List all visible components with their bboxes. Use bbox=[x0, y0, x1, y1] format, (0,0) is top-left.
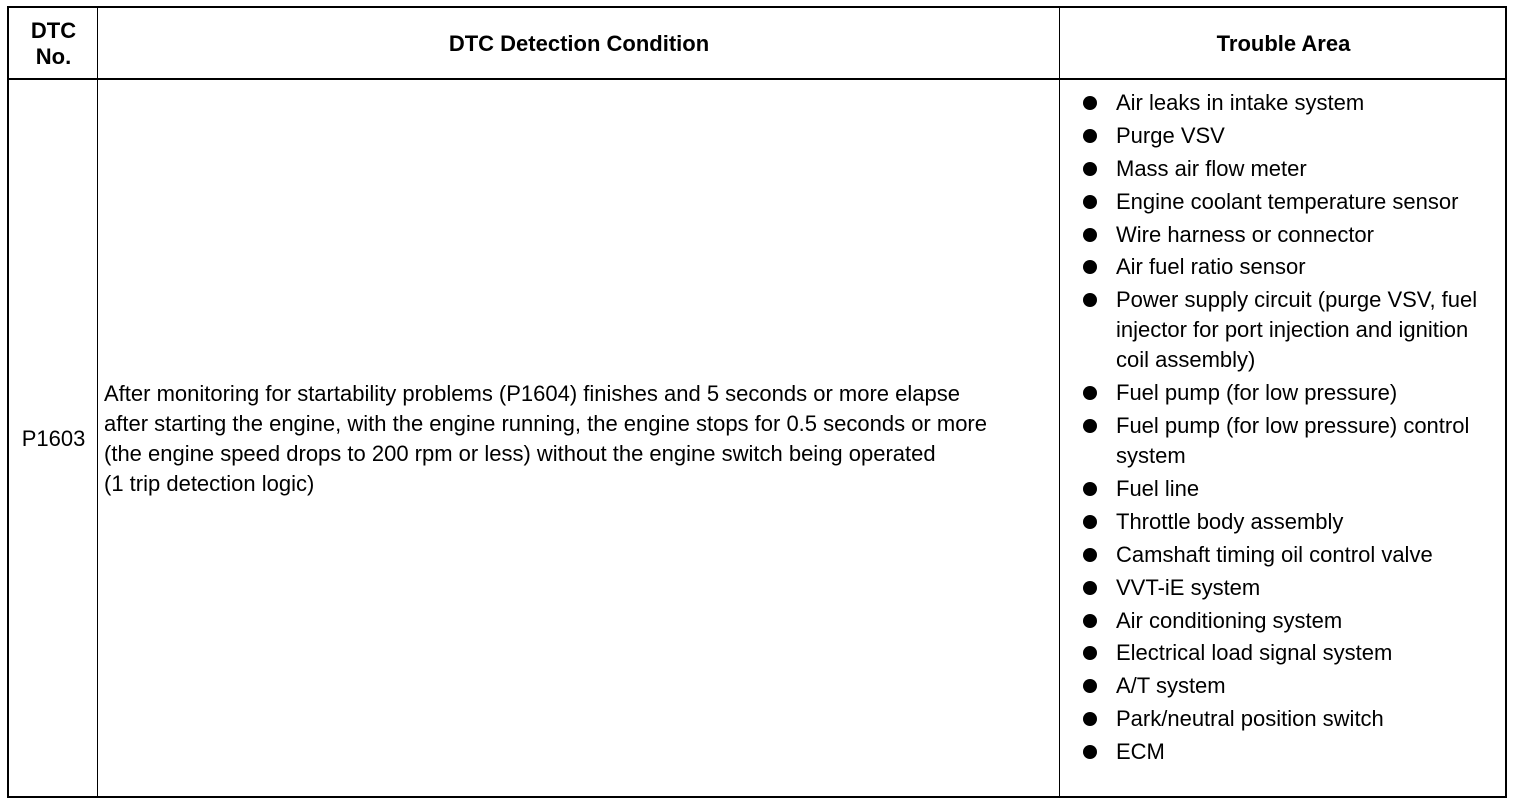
header-dtc-no-line2: No. bbox=[35, 43, 72, 69]
trouble-area-item bbox=[1079, 411, 1504, 471]
trouble-area-label: Electrical load signal system bbox=[1116, 640, 1393, 666]
trouble-area-item bbox=[1079, 252, 1504, 282]
trouble-area-item bbox=[1079, 573, 1504, 603]
dtc-table bbox=[7, 6, 1507, 798]
trouble-area-label: Fuel line bbox=[1116, 476, 1200, 502]
bullet-icon bbox=[1083, 515, 1097, 529]
trouble-area-label: Air conditioning system bbox=[1116, 607, 1343, 633]
trouble-area-label: VVT-iE system bbox=[1116, 574, 1261, 600]
trouble-area-item bbox=[1079, 378, 1504, 408]
trouble-area-item bbox=[1079, 220, 1504, 250]
trouble-area-label: Fuel pump (for low pressure) control system bbox=[1116, 413, 1470, 469]
trouble-area-item bbox=[1079, 671, 1504, 701]
bullet-icon bbox=[1083, 646, 1097, 660]
bullet-icon bbox=[1083, 614, 1097, 628]
bullet-icon bbox=[1083, 581, 1097, 595]
bullet-icon bbox=[1083, 712, 1097, 726]
bullet-icon bbox=[1083, 745, 1097, 759]
trouble-area-label: Power supply circuit (purge VSV, fuel injector for port injection and ignition coil assembly) bbox=[1116, 287, 1478, 373]
trouble-area-label: Camshaft timing oil control valve bbox=[1116, 541, 1433, 567]
trouble-area-item bbox=[1079, 737, 1504, 767]
bullet-icon bbox=[1083, 260, 1097, 274]
trouble-area-item bbox=[1079, 154, 1504, 184]
detection-condition-cell bbox=[104, 80, 1004, 798]
bullet-icon bbox=[1083, 679, 1097, 693]
trouble-area-label: Air fuel ratio sensor bbox=[1116, 254, 1306, 280]
trouble-area-label: Park/neutral position switch bbox=[1116, 706, 1384, 732]
trouble-area-item bbox=[1079, 540, 1504, 570]
trouble-area-label: Air leaks in intake system bbox=[1116, 90, 1365, 115]
bullet-icon bbox=[1083, 293, 1097, 307]
header-trouble-area: Trouble Area bbox=[1216, 30, 1351, 56]
trouble-area-label: Mass air flow meter bbox=[1116, 155, 1307, 181]
trouble-area-label: Purge VSV bbox=[1116, 122, 1225, 148]
trouble-area-item bbox=[1079, 187, 1504, 217]
bullet-icon bbox=[1083, 548, 1097, 562]
trouble-area-label: Throttle body assembly bbox=[1116, 508, 1344, 534]
bullet-icon bbox=[1083, 195, 1097, 209]
detection-condition-text: After monitoring for startability problems (P1604) finishes and 5 seconds or more elapse after starting the engine, with the engine running, the engine stops for 0.5 seconds or more (the engine speed drops to 200 rpm or less) without the engine switch being operated bbox=[104, 381, 987, 466]
trouble-area-label: Wire harness or connector bbox=[1116, 221, 1374, 247]
trouble-area-label: ECM bbox=[1116, 739, 1165, 765]
trouble-area-item bbox=[1079, 606, 1504, 636]
bullet-icon bbox=[1083, 419, 1097, 433]
bullet-icon bbox=[1083, 482, 1097, 496]
trouble-area-list bbox=[1079, 88, 1504, 767]
trouble-area-item bbox=[1079, 121, 1504, 151]
trouble-area-item bbox=[1079, 638, 1504, 668]
dtc-code: P1603 bbox=[21, 426, 86, 451]
bullet-icon bbox=[1083, 162, 1097, 176]
bullet-icon bbox=[1083, 129, 1097, 143]
header-dtc-no bbox=[9, 8, 98, 79]
header-detection-condition: DTC Detection Condition bbox=[448, 30, 710, 56]
column-divider-2 bbox=[1059, 8, 1060, 796]
trouble-area-item bbox=[1079, 474, 1504, 504]
trouble-area-item bbox=[1079, 704, 1504, 734]
bullet-icon bbox=[1083, 228, 1097, 242]
trouble-area-item bbox=[1079, 285, 1504, 375]
bullet-icon bbox=[1083, 96, 1097, 110]
trouble-area-item bbox=[1079, 507, 1504, 537]
trouble-area-cell bbox=[1079, 88, 1504, 770]
detection-logic-text: (1 trip detection logic) bbox=[104, 471, 315, 496]
trouble-area-label: Fuel pump (for low pressure) bbox=[1116, 380, 1398, 406]
trouble-area-label: A/T system bbox=[1116, 673, 1226, 699]
header-dtc-no-line1: DTC bbox=[30, 17, 77, 43]
trouble-area-label: Engine coolant temperature sensor bbox=[1116, 188, 1459, 214]
trouble-area-item bbox=[1079, 88, 1504, 118]
bullet-icon bbox=[1083, 386, 1097, 400]
